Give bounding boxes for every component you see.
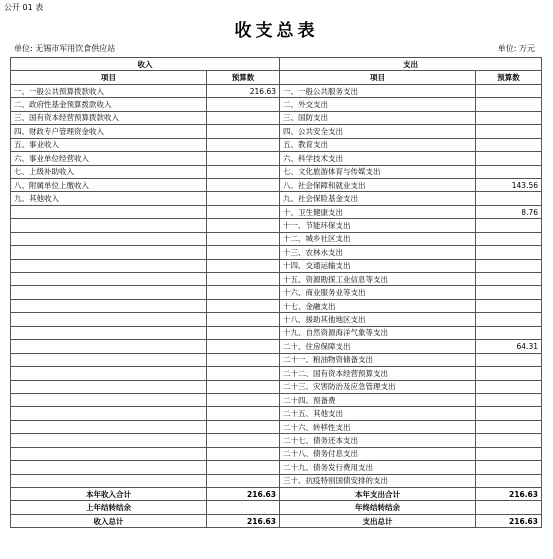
- expenditure-item-cell: 二十八、债务付息支出: [280, 447, 476, 460]
- income-item-cell: [11, 326, 207, 339]
- income-value-cell: [207, 98, 280, 111]
- expenditure-item-cell: 十、卫生健康支出: [280, 205, 476, 218]
- income-item-cell: [11, 447, 207, 460]
- income-value-cell: [207, 474, 280, 487]
- expenditure-value-cell: [476, 313, 542, 326]
- income-value-cell: [207, 326, 280, 339]
- income-item-header: 项目: [11, 71, 207, 84]
- income-item-cell: [11, 434, 207, 447]
- income-item-cell: [11, 367, 207, 380]
- expenditure-value-cell: [476, 192, 542, 205]
- expenditure-value-cell: [476, 447, 542, 460]
- income-item-cell: [11, 232, 207, 245]
- income-value-cell: [207, 367, 280, 380]
- income-value-cell: [207, 273, 280, 286]
- page-title: 收支总表: [234, 21, 319, 41]
- expenditure-item-cell: 二、外交支出: [280, 98, 476, 111]
- expenditure-item-header: 项目: [280, 71, 476, 84]
- expenditure-item-cell: 十九、自然资源海洋气象等支出: [280, 326, 476, 339]
- total-row: [11, 501, 542, 514]
- income-value-cell: [207, 286, 280, 299]
- expenditure-value-cell: [476, 219, 542, 232]
- table-row: [11, 178, 542, 191]
- income-item-cell: [11, 353, 207, 366]
- currency-unit: 单位: 万元: [497, 44, 535, 53]
- table-row: [11, 461, 542, 474]
- expenditure-value-cell: [476, 299, 542, 312]
- income-value-cell: [207, 259, 280, 272]
- expenditure-item-cell: 二十二、国有资本经营预算支出: [280, 367, 476, 380]
- income-value-cell: [207, 178, 280, 191]
- income-value-cell: 216.63: [207, 84, 280, 97]
- income-item-cell: [11, 286, 207, 299]
- income-value-cell: 216.63: [207, 514, 280, 527]
- income-item-cell: [11, 461, 207, 474]
- income-value-cell: [207, 192, 280, 205]
- income-value-cell: [207, 340, 280, 353]
- table-row: [11, 286, 542, 299]
- table-row: [11, 313, 542, 326]
- income-value-cell: [207, 125, 280, 138]
- income-item-cell: [11, 313, 207, 326]
- expenditure-value-cell: [476, 326, 542, 339]
- table-row: [11, 98, 542, 111]
- table-row: [11, 165, 542, 178]
- income-item-cell: [11, 205, 207, 218]
- income-value-cell: 216.63: [207, 488, 280, 501]
- income-item-cell: 五、事业收入: [11, 138, 207, 151]
- expenditure-value-cell: [476, 461, 542, 474]
- income-value-cell: [207, 165, 280, 178]
- income-value-cell: [207, 461, 280, 474]
- expenditure-item-cell: 十一、节能环保支出: [280, 219, 476, 232]
- expenditure-value-cell: 143.56: [476, 178, 542, 191]
- expenditure-value-cell: [476, 420, 542, 433]
- expenditure-value-cell: 216.63: [476, 488, 542, 501]
- income-value-cell: [207, 447, 280, 460]
- expenditure-item-cell: 年终结转结余: [280, 501, 476, 514]
- income-value-cell: [207, 111, 280, 124]
- expenditure-item-cell: 二十九、债务发行费用支出: [280, 461, 476, 474]
- table-row: [11, 273, 542, 286]
- expenditure-item-cell: 十八、援助其他地区支出: [280, 313, 476, 326]
- expenditure-value-cell: [476, 380, 542, 393]
- expenditure-value-cell: 8.76: [476, 205, 542, 218]
- expenditure-value-cell: [476, 125, 542, 138]
- income-value-cell: [207, 205, 280, 218]
- reporting-unit: 单位: 无锡市军用饮食供应站: [14, 44, 116, 53]
- income-value-cell: [207, 393, 280, 406]
- expenditure-item-cell: 七、文化旅游体育与传媒支出: [280, 165, 476, 178]
- income-item-cell: 三、国有资本经营预算拨款收入: [11, 111, 207, 124]
- expenditure-value-cell: [476, 474, 542, 487]
- expenditure-item-cell: 十七、金融支出: [280, 299, 476, 312]
- income-item-cell: 收入总计: [11, 514, 207, 527]
- expenditure-value-cell: [476, 353, 542, 366]
- expenditure-item-cell: 十四、交通运输支出: [280, 259, 476, 272]
- total-row: [11, 514, 542, 527]
- income-item-cell: [11, 299, 207, 312]
- income-item-cell: [11, 340, 207, 353]
- income-item-cell: [11, 474, 207, 487]
- table-row: [11, 299, 542, 312]
- section-header-row: [11, 58, 542, 71]
- expenditure-item-cell: 支出总计: [280, 514, 476, 527]
- income-value-cell: [207, 152, 280, 165]
- income-item-cell: 九、其他收入: [11, 192, 207, 205]
- income-item-cell: 本年收入合计: [11, 488, 207, 501]
- table-row: [11, 380, 542, 393]
- table-row: [11, 259, 542, 272]
- income-item-cell: [11, 407, 207, 420]
- expenditure-value-cell: [476, 367, 542, 380]
- income-budget-header: 预算数: [207, 71, 280, 84]
- total-row: [11, 488, 542, 501]
- table-row: [11, 152, 542, 165]
- income-item-cell: 八、附属单位上缴收入: [11, 178, 207, 191]
- expenditure-value-cell: 64.31: [476, 340, 542, 353]
- table-row: [11, 232, 542, 245]
- income-value-cell: [207, 407, 280, 420]
- expenditure-value-cell: [476, 165, 542, 178]
- expenditure-item-cell: 五、教育支出: [280, 138, 476, 151]
- income-item-cell: 一、一般公共预算拨款收入: [11, 84, 207, 97]
- income-value-cell: [207, 353, 280, 366]
- expenditure-value-cell: [476, 138, 542, 151]
- expenditure-item-cell: 二十三、灾害防治及应急管理支出: [280, 380, 476, 393]
- income-value-cell: [207, 313, 280, 326]
- income-value-cell: [207, 380, 280, 393]
- table-row: [11, 407, 542, 420]
- expenditure-value-cell: [476, 273, 542, 286]
- income-item-cell: [11, 420, 207, 433]
- table-row: [11, 192, 542, 205]
- expenditure-item-cell: 二十五、其他支出: [280, 407, 476, 420]
- income-value-cell: [207, 501, 280, 514]
- expenditure-value-cell: [476, 393, 542, 406]
- income-item-cell: [11, 380, 207, 393]
- expenditure-item-cell: 十六、商业服务业等支出: [280, 286, 476, 299]
- expenditure-item-cell: 二十、住房保障支出: [280, 340, 476, 353]
- expenditure-value-cell: [476, 246, 542, 259]
- income-header: 收入: [11, 58, 280, 71]
- income-item-cell: 二、政府性基金预算拨款收入: [11, 98, 207, 111]
- income-value-cell: [207, 299, 280, 312]
- expenditure-item-cell: 二十六、转移性支出: [280, 420, 476, 433]
- table-row: [11, 84, 542, 97]
- income-item-cell: 上年结转结余: [11, 501, 207, 514]
- expenditure-item-cell: 八、社会保障和就业支出: [280, 178, 476, 191]
- table-row: [11, 340, 542, 353]
- table-row: [11, 138, 542, 151]
- expenditure-value-cell: [476, 501, 542, 514]
- expenditure-value-cell: [476, 152, 542, 165]
- expenditure-item-cell: 二十四、预备费: [280, 393, 476, 406]
- table-row: [11, 353, 542, 366]
- table-row: [11, 219, 542, 232]
- table-row: [11, 474, 542, 487]
- table-row: [11, 111, 542, 124]
- expenditure-budget-header: 预算数: [476, 71, 542, 84]
- expenditure-item-cell: 十三、农林水支出: [280, 246, 476, 259]
- income-item-cell: [11, 273, 207, 286]
- income-value-cell: [207, 434, 280, 447]
- expenditure-value-cell: [476, 111, 542, 124]
- expenditure-value-cell: [476, 259, 542, 272]
- expenditure-value-cell: [476, 98, 542, 111]
- table-row: [11, 420, 542, 433]
- income-item-cell: 七、上级补助收入: [11, 165, 207, 178]
- expenditure-item-cell: 十二、城乡社区支出: [280, 232, 476, 245]
- table-row: [11, 367, 542, 380]
- expenditure-value-cell: 216.63: [476, 514, 542, 527]
- column-header-row: [11, 71, 542, 84]
- expenditure-item-cell: 三、国防支出: [280, 111, 476, 124]
- income-item-cell: [11, 246, 207, 259]
- income-value-cell: [207, 138, 280, 151]
- table-row: [11, 447, 542, 460]
- expenditure-value-cell: [476, 434, 542, 447]
- expenditure-value-cell: [476, 84, 542, 97]
- expenditure-item-cell: 四、公共安全支出: [280, 125, 476, 138]
- table-row: [11, 326, 542, 339]
- income-item-cell: 四、财政专户管理资金收入: [11, 125, 207, 138]
- income-item-cell: [11, 259, 207, 272]
- income-value-cell: [207, 232, 280, 245]
- expenditure-item-cell: 二十七、债务还本支出: [280, 434, 476, 447]
- table-row: [11, 434, 542, 447]
- income-item-cell: [11, 219, 207, 232]
- income-value-cell: [207, 420, 280, 433]
- expenditure-item-cell: 一、一般公共服务支出: [280, 84, 476, 97]
- expenditure-item-cell: 九、社会保险基金支出: [280, 192, 476, 205]
- income-item-cell: [11, 393, 207, 406]
- expenditure-value-cell: [476, 232, 542, 245]
- income-value-cell: [207, 246, 280, 259]
- table-row: [11, 393, 542, 406]
- expenditure-item-cell: 六、科学技术支出: [280, 152, 476, 165]
- income-item-cell: 六、事业单位经营收入: [11, 152, 207, 165]
- expenditure-item-cell: 本年支出合计: [280, 488, 476, 501]
- income-expenditure-table: [10, 57, 542, 528]
- expenditure-header: 支出: [280, 58, 542, 71]
- expenditure-value-cell: [476, 286, 542, 299]
- document-code: 公开 01 表: [4, 3, 44, 12]
- table-row: [11, 246, 542, 259]
- income-value-cell: [207, 219, 280, 232]
- table-row: [11, 125, 542, 138]
- expenditure-item-cell: 二十一、粮油物资储备支出: [280, 353, 476, 366]
- expenditure-value-cell: [476, 407, 542, 420]
- expenditure-item-cell: 三十、抗疫特别国债安排的支出: [280, 474, 476, 487]
- expenditure-item-cell: 十五、资源勘探工业信息等支出: [280, 273, 476, 286]
- table-row: [11, 205, 542, 218]
